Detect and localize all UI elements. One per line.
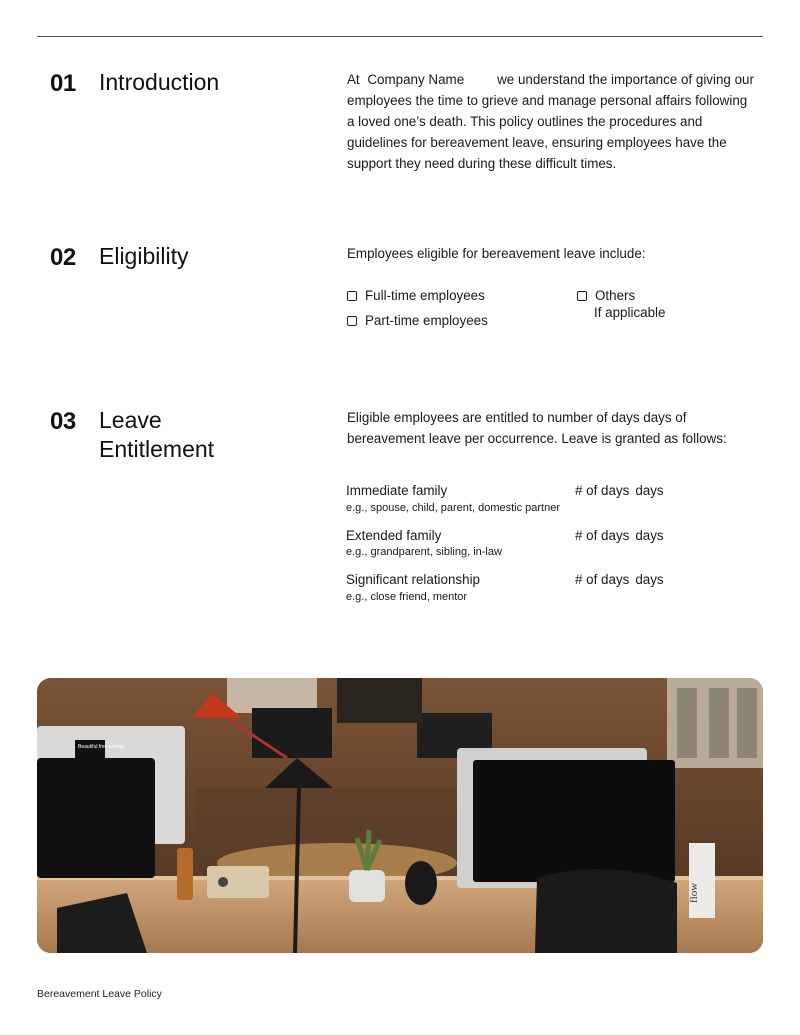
entitlement-row-example: e.g., grandparent, sibling, in-law	[346, 546, 502, 558]
others-note: If applicable	[594, 305, 666, 320]
entitlement-row-example: e.g., spouse, child, parent, domestic partner	[346, 502, 561, 514]
days-field[interactable]: # of days	[575, 483, 630, 498]
checkbox-label: Full-time employees	[365, 288, 485, 303]
title-line: Leave	[99, 407, 162, 433]
checkbox-label: Part-time employees	[365, 313, 488, 328]
photo-label: Beautiful free photos.	[78, 744, 126, 750]
intro-text-pre: At	[347, 72, 360, 87]
section-number-entitlement: 03	[50, 408, 76, 435]
entitlement-row-days	[575, 528, 664, 543]
top-divider	[37, 36, 763, 37]
checkbox-part-time[interactable]	[347, 313, 488, 328]
photo-label: flow	[688, 882, 700, 903]
checkbox-icon[interactable]	[347, 291, 357, 301]
entitlement-row-days	[575, 483, 664, 498]
entitlement-paragraph	[347, 407, 757, 449]
days-unit: days	[635, 572, 664, 587]
eligibility-lead: Employees eligible for bereavement leave include:	[347, 246, 646, 261]
checkbox-others[interactable]	[577, 288, 635, 303]
entitlement-row-label: Extended family	[346, 528, 442, 543]
checkbox-icon[interactable]	[577, 291, 587, 301]
section-number-eligibility: 02	[50, 244, 76, 271]
checkbox-label: Others	[595, 288, 636, 303]
entitlement-row-label: Immediate family	[346, 483, 448, 498]
section-number-intro: 01	[50, 70, 76, 97]
entitlement-text-pre: Eligible employees are entitled to	[347, 410, 544, 425]
section-title-entitlement	[99, 406, 214, 464]
days-field[interactable]: number of days	[547, 410, 640, 425]
days-field[interactable]: # of days	[575, 528, 630, 543]
entitlement-text-post: days of bereavement leave per occurrence. Leave is granted as follows:	[347, 410, 727, 446]
checkbox-full-time[interactable]	[347, 288, 485, 303]
entitlement-row-label: Significant relationship	[346, 572, 480, 587]
section-title-intro: Introduction	[99, 69, 220, 95]
days-unit: days	[635, 528, 664, 543]
footer-title: Bereavement Leave Policy	[37, 988, 162, 1000]
days-field[interactable]: # of days	[575, 572, 630, 587]
office-photo	[37, 678, 763, 953]
entitlement-row-example: e.g., close friend, mentor	[346, 591, 468, 603]
section-title-eligibility: Eligibility	[99, 243, 189, 269]
checkbox-icon[interactable]	[347, 316, 357, 326]
days-unit: days	[635, 483, 664, 498]
intro-text-post: we understand the importance of giving our employees the time to grieve and manage personal affairs following a loved one’s death. This policy outlines the procedures and guidelines for bereavement leave, ensuring employees have the support they need during these difficult times.	[347, 72, 754, 171]
company-name-field[interactable]: Company Name	[367, 72, 465, 87]
title-line: Entitlement	[99, 436, 215, 462]
entitlement-row-days	[575, 572, 664, 587]
intro-paragraph	[347, 69, 757, 174]
